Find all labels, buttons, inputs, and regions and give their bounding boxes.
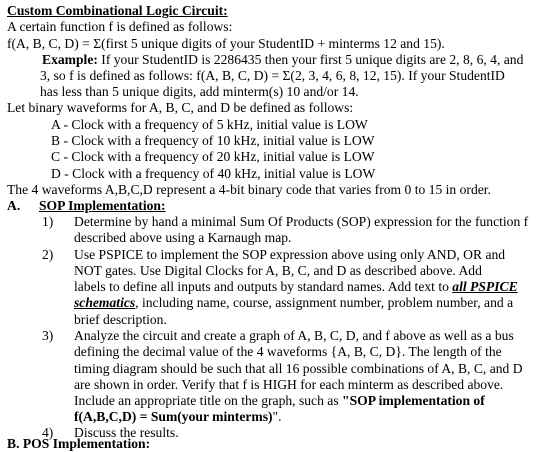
item-2-line-4 xyxy=(74,295,513,311)
intro-function-definition: f(A, B, C, D) = Σ(first 5 unique digits of your StudentID + minterms 12 and 15). xyxy=(7,36,445,51)
item-2-emphasis-all-pspice: all PSPICE xyxy=(452,279,518,294)
cut-off-section-b-heading: B. POS Implementation: xyxy=(7,436,151,451)
item-3-line-6-text: ". xyxy=(272,409,282,424)
item-2-line-1: Use PSPICE to implement the SOP expression above using only AND, OR and xyxy=(74,247,506,262)
intro-line-1: A certain function f is defined as follows: xyxy=(7,19,233,34)
item-4-number: 4) xyxy=(42,425,54,440)
item-2-line-3-text: labels to define all inputs and outputs by standard names. Add text to xyxy=(74,279,453,294)
binary-code-line: The 4 waveforms A,B,C,D represent a 4-bit binary code that varies from 0 to 15 in order. xyxy=(7,182,491,197)
waveform-d: D - Clock with a frequency of 40 kHz, initial value is LOW xyxy=(51,166,376,181)
item-2-line-3 xyxy=(74,279,518,295)
waveforms-intro: Let binary waveforms for A, B, C, and D be defined as follows: xyxy=(7,100,354,115)
section-a-letter: A. xyxy=(7,198,21,213)
item-2-line-2: NOT gates. Use Digital Clocks for A, B, C, and D as described above. Add xyxy=(74,263,482,278)
item-1-number: 1) xyxy=(42,214,54,229)
example-line-3: has less than 5 unique digits, add minterm(s) 10 and/or 14. xyxy=(40,84,359,99)
example-line-1-text: If your StudentID is 2286435 then your first 5 unique digits are 2, 8, 6, 4, and xyxy=(97,52,524,67)
item-3-number: 3) xyxy=(42,328,54,343)
waveform-c: C - Clock with a frequency of 20 kHz, initial value is LOW xyxy=(51,149,375,164)
document-title: Custom Combinational Logic Circuit: xyxy=(7,3,228,18)
item-2-line-5: brief description. xyxy=(74,312,167,327)
section-a-title: SOP Implementation: xyxy=(39,198,166,213)
item-3-line-5-text: Include an appropriate title on the graph, such as xyxy=(74,393,343,408)
item-4-text: Discuss the results. xyxy=(74,425,179,440)
item-2-line-4-text: , including name, course, assignment number, problem number, and a xyxy=(135,295,514,310)
example-line-2: 3, so f is defined as follows: f(A, B, C, D) = Σ(2, 3, 4, 6, 8, 12, 15). If your StudentID xyxy=(40,68,505,83)
item-1-line-2: described above using a Karnaugh map. xyxy=(74,230,292,245)
item-3-line-6 xyxy=(74,409,282,425)
item-3-line-5 xyxy=(74,393,485,409)
item-3-line-2: defining the decimal value of the 4 waveforms {A, B, C, D}. The length of the xyxy=(74,344,502,359)
waveform-b: B - Clock with a frequency of 10 kHz, initial value is LOW xyxy=(51,133,375,148)
item-3-graph-title-start: "SOP implementation of xyxy=(342,393,485,408)
waveform-a: A - Clock with a frequency of 5 kHz, initial value is LOW xyxy=(51,117,368,132)
example-label: Example: xyxy=(42,52,98,67)
item-3-line-3: timing diagram should be such that all 16 possible combinations of A, B, C, and D xyxy=(74,361,523,376)
item-3-line-4: are shown in order. Verify that f is HIGH for each minterm as described above. xyxy=(74,377,504,392)
item-3-line-1: Analyze the circuit and create a graph of A, B, C, D, and f above as well as a bus xyxy=(74,328,514,343)
item-2-number: 2) xyxy=(42,247,54,262)
item-3-graph-title-end: f(A,B,C,D) = Sum(your minterms) xyxy=(74,409,273,424)
item-2-emphasis-schematics: schematics xyxy=(74,295,136,310)
item-1-line-1: Determine by hand a minimal Sum Of Products (SOP) expression for the function f xyxy=(74,214,529,229)
example-line-1 xyxy=(42,52,523,68)
